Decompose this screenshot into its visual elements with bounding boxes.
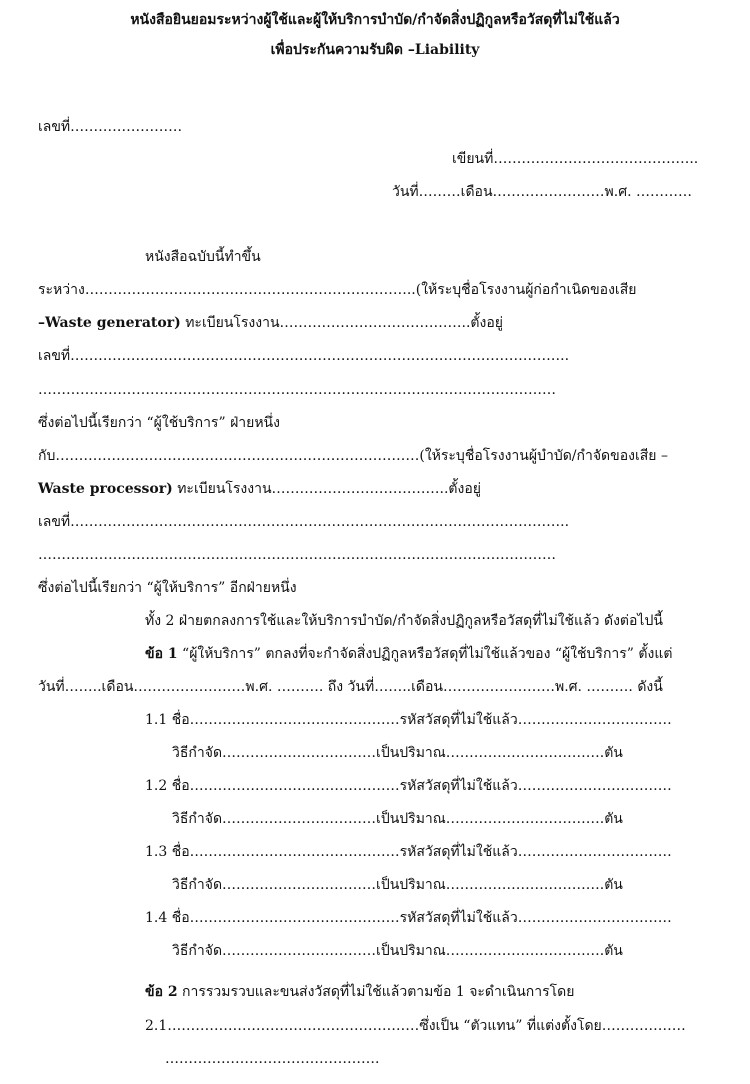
- document-title-line-1: หนังสือยินยอมระหว่างผู้ใช้และผู้ให้บริการบำบัด/กำจัดสิ่งปฏิกูลหรือวัสดุที่ไม่ใช้แล้ว: [130, 12, 620, 28]
- provider-designation: ซึ่งต่อไปนี้เรียกว่า “ผู้ให้บริการ” อีกฝ่ายหนึ่ง: [38, 580, 297, 596]
- item-2-name-line: 1.2 ชื่อ………………………………………รหัสวัสดุที่ไม่ใช้แล้ว……………………………: [145, 778, 672, 794]
- processor-registration-field: ทะเบียนโรงงาน………………………………..ตั้งอยู่: [172, 481, 481, 497]
- clause-2-label: ข้อ 2: [145, 984, 178, 1000]
- date-field: วันที่………เดือน……………………พ.ศ. …………: [392, 184, 692, 200]
- written-at-field: เขียนที่……………………………………..: [452, 151, 699, 167]
- generator-registration-field: ทะเบียนโรงงาน…………………………………..ตั้งอยู่: [180, 315, 503, 331]
- item-1-name-line: 1.1 ชื่อ………………………………………รหัสวัสดุที่ไม่ใช้แล้ว……………………………: [145, 712, 672, 728]
- generator-line: [38, 313, 503, 333]
- user-designation: ซึ่งต่อไปนี้เรียกว่า “ผู้ใช้บริการ” ฝ่ายหนึ่ง: [38, 415, 280, 431]
- made-at-heading: หนังสือฉบับนี้ทำขึ้น: [145, 249, 261, 265]
- generator-address-line-1: เลขที่……………………………………………………………………………………………..: [38, 348, 570, 364]
- clause-1-line: [145, 644, 672, 664]
- item-2-method-line: วิธีกำจัด……………………………เป็นปริมาณ…………………………….ตัน: [172, 811, 623, 827]
- between-line: ระหว่าง……………………………………………………………..(ให้ระบุชื่อโรงงานผู้ก่อกำเนิดของเสีย: [38, 282, 637, 298]
- clause-2-1-continuation: ……………………………………….: [165, 1051, 380, 1067]
- item-4-method-line: วิธีกำจัด……………………………เป็นปริมาณ…………………………….ตัน: [172, 943, 623, 959]
- clause-2-text: การรวมรวบและขนส่งวัสดุที่ไม่ใช้แล้วตามข้อ 1 จะดำเนินการโดย: [177, 984, 575, 1000]
- item-1-method-line: วิธีกำจัด……………………………เป็นปริมาณ…………………………….ตัน: [172, 745, 623, 761]
- item-3-name-line: 1.3 ชื่อ………………………………………รหัสวัสดุที่ไม่ใช้แล้ว……………………………: [145, 844, 672, 860]
- document-number-field: เลขที่……………………: [38, 119, 183, 135]
- clause-1-label: ข้อ 1: [145, 646, 178, 662]
- generator-address-line-2: …………………………………………………………………………………………………: [38, 382, 556, 398]
- item-4-name-line: 1.4 ชื่อ………………………………………รหัสวัสดุที่ไม่ใช้แล้ว……………………………: [145, 910, 672, 926]
- agreement-intro: ทั้ง 2 ฝ่ายตกลงการใช้และให้บริการบำบัด/กำจัดสิ่งปฏิกูลหรือวัสดุที่ไม่ใช้แล้ว ดังต่อไปนี้: [145, 613, 663, 629]
- processor-label: Waste processor): [38, 481, 173, 497]
- clause-1-text: “ผู้ให้บริการ” ตกลงที่จะกำจัดสิ่งปฏิกูลหรือวัสดุที่ไม่ใช้แล้วของ “ผู้ใช้บริการ” ตั้งแต่: [177, 646, 673, 662]
- processor-address-line-2: …………………………………………………………………………………………………: [38, 547, 556, 563]
- clause-2-line: [145, 982, 574, 1002]
- clause-2-1-line: 2.1………………………………………………ซึ่งเป็น “ตัวแทน” ที่แต่งตั้งโดย………………: [145, 1018, 686, 1034]
- clause-1-date-range: วันที่……..เดือน……………………พ.ศ. ………. ถึง วันที่……..เดือน……………………พ.ศ. ………. ดังนี้: [38, 679, 663, 695]
- item-3-method-line: วิธีกำจัด……………………………เป็นปริมาณ…………………………….ตัน: [172, 877, 623, 893]
- processor-line: [38, 479, 481, 499]
- generator-label: –Waste generator): [38, 315, 181, 331]
- processor-address-line-1: เลขที่……………………………………………………………………………………………..: [38, 514, 570, 530]
- document-title-line-2: เพื่อประกันความรับผิด –Liability: [270, 42, 480, 58]
- with-line: กับ……………………………………………………………………(ให้ระบุชื่อโรงงานผู้บำบัด/กำจัดของเสีย –: [38, 448, 668, 464]
